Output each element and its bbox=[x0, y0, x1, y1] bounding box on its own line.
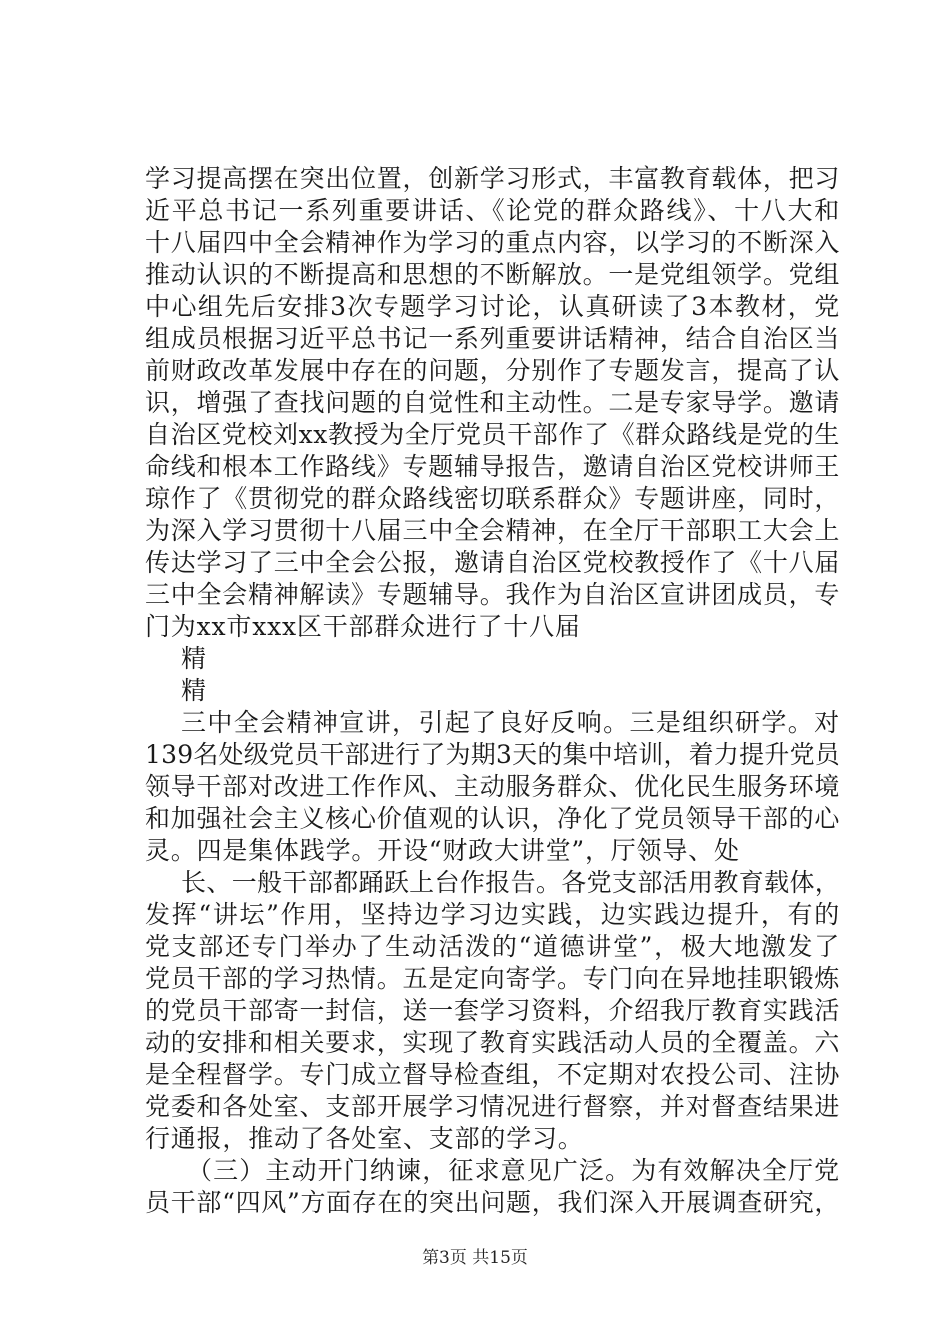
text-line: 命线和根本工作路线》专题辅导报告，邀请自治区党校讲师王 bbox=[145, 452, 840, 481]
text-line: 三中全会精神解读》专题辅导。我作为自治区宣讲团成员，专 bbox=[145, 580, 840, 609]
text-line: 行通报，推动了各处室、支部的学习。 bbox=[145, 1124, 584, 1153]
text-line: 琼作了《贯彻党的群众路线密切联系群众》专题讲座，同时， bbox=[145, 484, 840, 513]
page-footer bbox=[0, 1243, 950, 1268]
text-line: 是全程督学。专门成立督导检查组，不定期对农投公司、注协 bbox=[145, 1060, 840, 1089]
text-line: 自治区党校刘xx教授为全厅党员干部作了《群众路线是党的生 bbox=[145, 420, 841, 449]
text-line: 推动认识的不断提高和思想的不断解放。一是党组领学。党组 bbox=[145, 260, 840, 289]
text-line: 精 bbox=[181, 644, 207, 673]
text-line: 十八届四中全会精神作为学习的重点内容，以学习的不断深入 bbox=[145, 228, 840, 257]
text-line: 传达学习了三中全会公报，邀请自治区党校教授作了《十八届 bbox=[145, 548, 840, 577]
text-line: 员干部“四风”方面存在的突出问题，我们深入开展调查研究， bbox=[145, 1188, 840, 1217]
text-line: 三中全会精神宣讲，引起了良好反响。三是组织研学。对 bbox=[181, 708, 840, 737]
text-line: 学习提高摆在突出位置，创新学习形式，丰富教育载体，把习 bbox=[145, 164, 840, 193]
text-line: 党员干部的学习热情。五是定向寄学。专门向在异地挂职锻炼 bbox=[145, 964, 840, 993]
text-line: 139名处级党员干部进行了为期3天的集中培训，着力提升党员 bbox=[145, 740, 840, 769]
text-line: 和加强社会主义核心价值观的认识，净化了党员领导干部的心 bbox=[145, 804, 840, 833]
document-body bbox=[145, 163, 840, 1219]
text-line: 党委和各处室、支部开展学习情况进行督察，并对督查结果进 bbox=[145, 1092, 840, 1121]
text-line: 前财政改革发展中存在的问题，分别作了专题发言，提高了认 bbox=[145, 356, 840, 385]
text-line: 精 bbox=[181, 676, 207, 705]
text-line: 发挥“讲坛”作用，坚持边学习边实践，边实践边提升，有的 bbox=[145, 900, 840, 929]
text-line: 门为xx市xxx区干部群众进行了十八届 bbox=[145, 612, 581, 641]
text-line: 党支部还专门举办了生动活泼的“道德讲堂”，极大地激发了 bbox=[145, 932, 840, 961]
text-line: 为深入学习贯彻十八届三中全会精神，在全厅干部职工大会上 bbox=[145, 516, 840, 545]
text-line: 组成员根据习近平总书记一系列重要讲话精神，结合自治区当 bbox=[145, 324, 840, 353]
text-line: 领导干部对改进工作作风、主动服务群众、优化民生服务环境 bbox=[145, 772, 840, 801]
text-line: 识，增强了查找问题的自觉性和主动性。二是专家导学。邀请 bbox=[145, 388, 840, 417]
page-number-label: 第3页 共15页 bbox=[422, 1248, 528, 1268]
text-line: 动的安排和相关要求，实现了教育实践活动人员的全覆盖。六 bbox=[145, 1028, 840, 1057]
text-line: （三）主动开门纳谏，征求意见广泛。为有效解决全厅党 bbox=[187, 1156, 840, 1185]
text-line: 长、一般干部都踊跃上台作报告。各党支部活用教育载体， bbox=[181, 868, 840, 897]
text-line: 的党员干部寄一封信，送一套学习资料，介绍我厅教育实践活 bbox=[145, 996, 840, 1025]
text-line: 中心组先后安排3次专题学习讨论，认真研读了3本教材，党 bbox=[145, 292, 840, 321]
text-line: 近平总书记一系列重要讲话、《论党的群众路线》、十八大和 bbox=[145, 196, 840, 225]
text-line: 灵。四是集体践学。开设“财政大讲堂”，厅领导、处 bbox=[145, 836, 740, 865]
